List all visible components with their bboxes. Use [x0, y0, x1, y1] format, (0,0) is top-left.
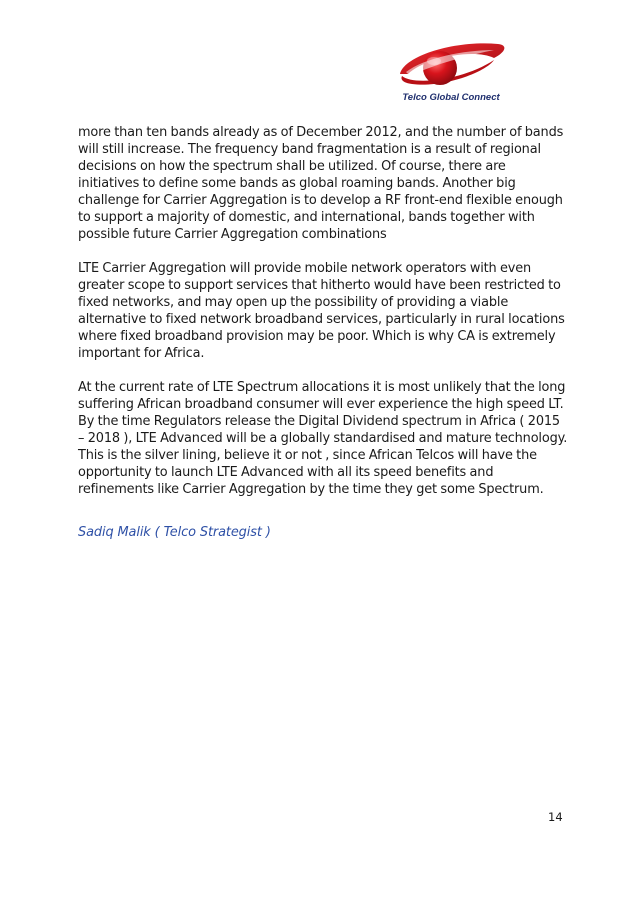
paragraph-africa-outlook: At the current rate of LTE Spectrum allocations it is most unlikely that the long suffering African broadband consumer will ever experience the high speed LT. By the time Regulators release the Digital Dividend spectrum in Africa ( 2015 – 2018 ), LTE Advanced will be a globally standardised and mature technology. This is the silver lining, believe it or not , since African Telcos will have the opportunity to launch LTE Advanced with all its speed benefits and refinements like Carrier Aggregation by the time they get some Spectrum.	[78, 380, 568, 497]
article-body	[78, 124, 568, 515]
paragraph-spectrum-fragmentation: more than ten bands already as of December 2012, and the number of bands will still increase. The frequency band fragmentation is a result of regional decisions on how the spectrum shall be utilized. Of course, there are initiatives to define some bands as global roaming bands. Another big challenge for Carrier Aggregation is to develop a RF front-end flexible enough to support a majority of domestic, and international, bands together with possible future Carrier Aggregation combinations	[78, 125, 564, 242]
author-signature: Sadiq Malik ( Telco Strategist )	[78, 525, 271, 540]
company-logo	[394, 36, 510, 106]
paragraph-carrier-aggregation-benefits: LTE Carrier Aggregation will provide mobile network operators with even greater scope to support services that hitherto would have been restricted to fixed networks, and may open up the possibility of providing a viable alternative to fixed network broadband services, particularly in rural locations where fixed broadband provision may be poor. Which is why CA is extremely important for Africa.	[78, 261, 565, 361]
telco-globe-icon	[394, 36, 510, 96]
page-number: 14	[548, 810, 563, 824]
logo-text: Telco Global Connect	[402, 92, 500, 103]
